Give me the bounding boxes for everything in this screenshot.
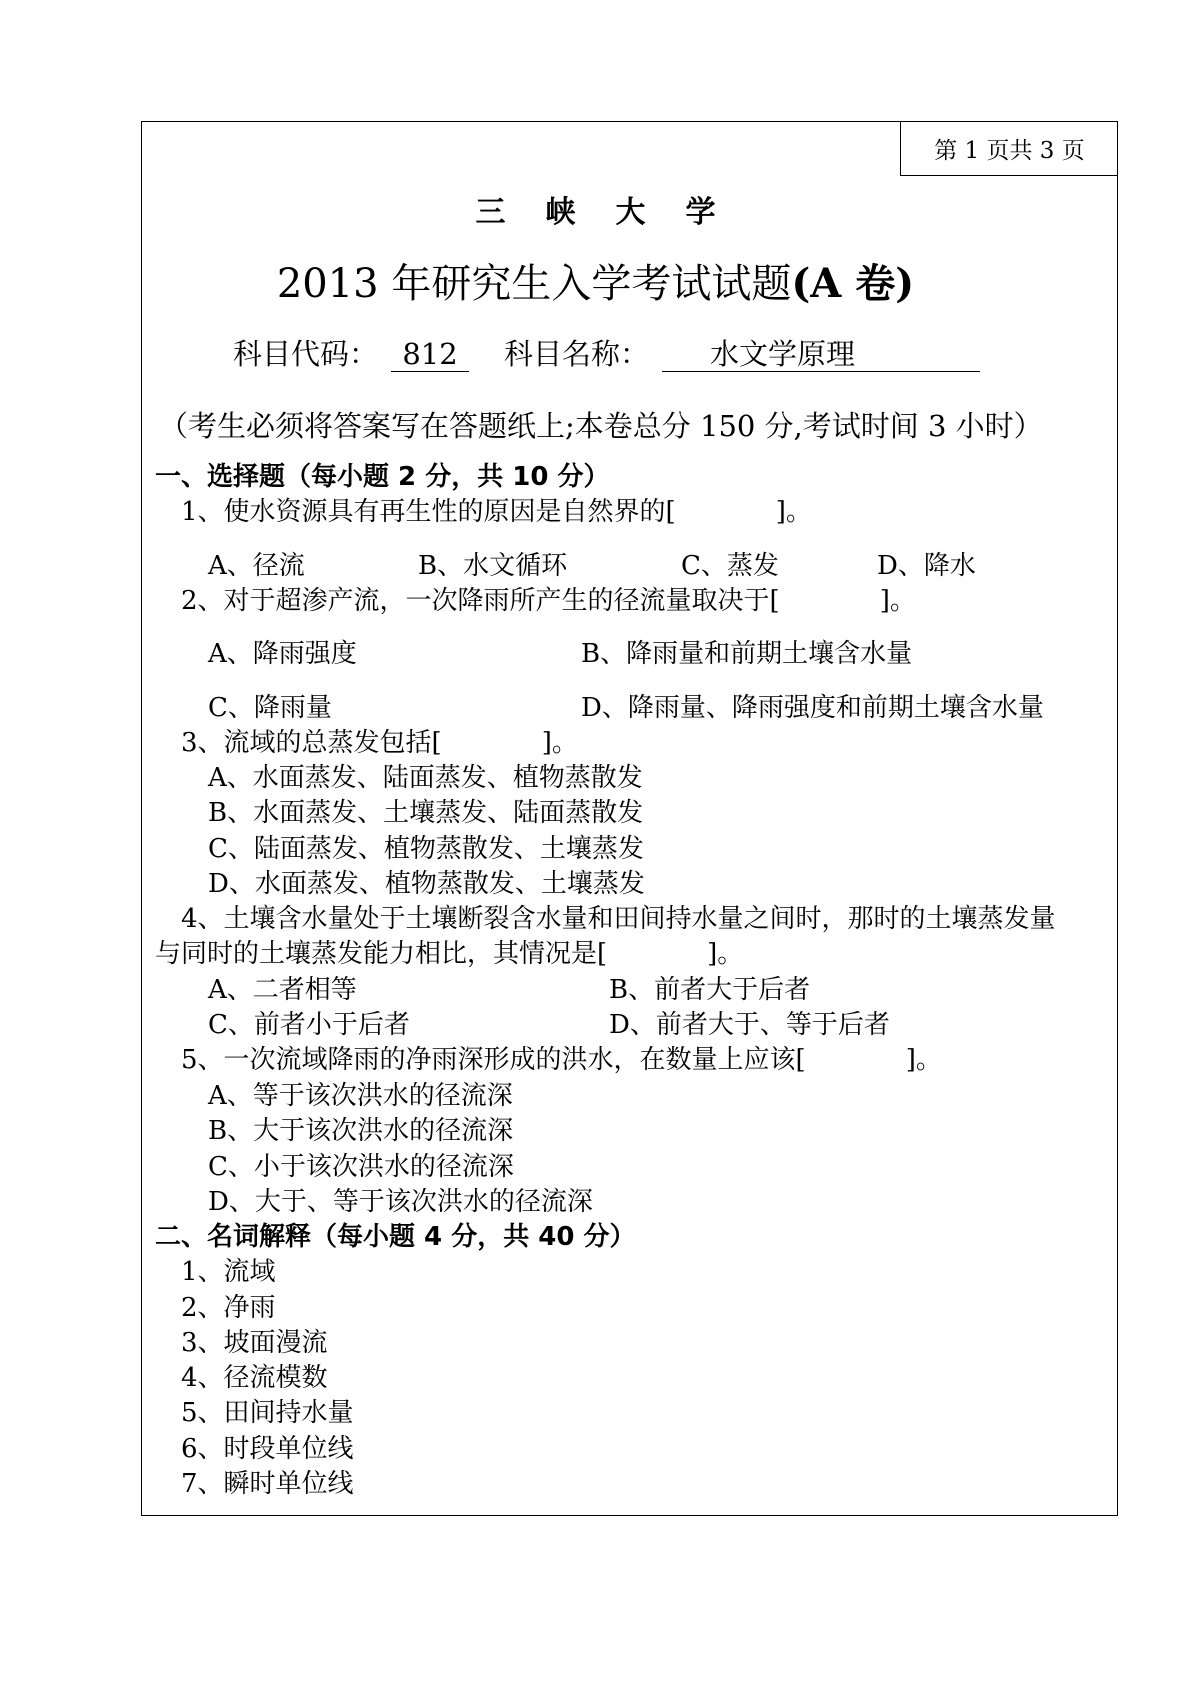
subject-name-label: 科目名称： <box>504 337 650 371</box>
question-5-stem-end: ]。 <box>905 1045 942 1075</box>
question-1-option-b: B、水文循环 <box>418 551 568 581</box>
question-5-option-b: B、大于该次洪水的径流深 <box>208 1116 514 1146</box>
question-1-option-d: D、降水 <box>877 551 976 581</box>
question-2-option-d: D、降雨量、降雨强度和前期土壤含水量 <box>581 693 1044 723</box>
section2-heading: 二、名词解释（每小题 4 分，共 40 分） <box>155 1222 636 1252</box>
question-5-option-a: A、等于该次洪水的径流深 <box>208 1081 513 1111</box>
university-name: 三峡大学 <box>475 195 756 230</box>
question-4-option-a: A、二者相等 <box>208 975 357 1005</box>
term-item: 6、时段单位线 <box>181 1434 354 1464</box>
question-4-line1: 4、土壤含水量处于土壤断裂含水量和田间持水量之间时，那时的土壤蒸发量 <box>181 904 1056 934</box>
term-item: 3、坡面漫流 <box>181 1328 328 1358</box>
page-number: 第 1 页共 3 页 <box>900 121 1118 176</box>
question-5-stem: 5、一次流域降雨的净雨深形成的洪水，在数量上应该[ <box>181 1045 806 1075</box>
question-2-stem: 2、对于超渗产流，一次降雨所产生的径流量取决于[ <box>181 586 780 616</box>
section1-heading: 一、选择题（每小题 2 分，共 10 分） <box>155 462 610 492</box>
question-1 <box>181 499 812 525</box>
question-3 <box>181 730 578 756</box>
question-2-option-c: C、降雨量 <box>208 693 332 723</box>
term-item: 2、净雨 <box>181 1293 276 1323</box>
question-2-option-b: B、降雨量和前期土壤含水量 <box>581 639 913 669</box>
exam-instructions: （考生必须将答案写在答题纸上;本卷总分 150 分,考试时间 3 小时） <box>159 409 1043 443</box>
question-3-option-c: C、陆面蒸发、植物蒸散发、土壤蒸发 <box>208 834 644 864</box>
question-4-stem-end: ]。 <box>707 939 744 969</box>
question-4-option-c: C、前者小于后者 <box>208 1010 410 1040</box>
question-3-option-a: A、水面蒸发、陆面蒸发、植物蒸散发 <box>208 763 643 793</box>
question-1-stem: 1、使水资源具有再生性的原因是自然界的[ <box>181 497 676 527</box>
question-5-option-c: C、小于该次洪水的径流深 <box>208 1152 514 1182</box>
question-4-option-b: B、前者大于后者 <box>609 975 811 1005</box>
exam-title-paper: (A 卷) <box>791 260 915 307</box>
exam-title-main: 2013 年研究生入学考试试题 <box>276 261 792 307</box>
question-5-option-d: D、大于、等于该次洪水的径流深 <box>208 1187 593 1217</box>
question-3-stem-end: ]。 <box>541 728 578 758</box>
question-3-option-d: D、水面蒸发、植物蒸散发、土壤蒸发 <box>208 869 645 899</box>
subject-code: 812 <box>391 340 469 372</box>
subject-name: 水文学原理 <box>662 340 980 372</box>
question-2-option-a: A、降雨强度 <box>208 639 357 669</box>
question-4 <box>155 941 743 967</box>
exam-title <box>0 260 1191 307</box>
term-item: 4、径流模数 <box>181 1363 328 1393</box>
question-1-option-a: A、径流 <box>208 551 305 581</box>
question-4-stem: 与同时的土壤蒸发能力相比，其情况是[ <box>155 939 608 969</box>
term-item: 5、田间持水量 <box>181 1398 354 1428</box>
question-4-option-d: D、前者大于、等于后者 <box>609 1010 890 1040</box>
question-3-option-b: B、水面蒸发、土壤蒸发、陆面蒸散发 <box>208 798 644 828</box>
question-3-stem: 3、流域的总蒸发包括[ <box>181 728 442 758</box>
subject-code-field <box>391 337 469 372</box>
term-item: 7、瞬时单位线 <box>181 1469 354 1499</box>
subject-code-label: 科目代码： <box>233 337 379 371</box>
term-item: 1、流域 <box>181 1257 276 1287</box>
question-2-stem-end: ]。 <box>879 586 916 616</box>
question-1-stem-end: ]。 <box>775 497 812 527</box>
subject-name-field <box>662 337 980 372</box>
question-2 <box>181 588 916 614</box>
question-1-option-c: C、蒸发 <box>681 551 779 581</box>
question-5 <box>181 1047 942 1073</box>
